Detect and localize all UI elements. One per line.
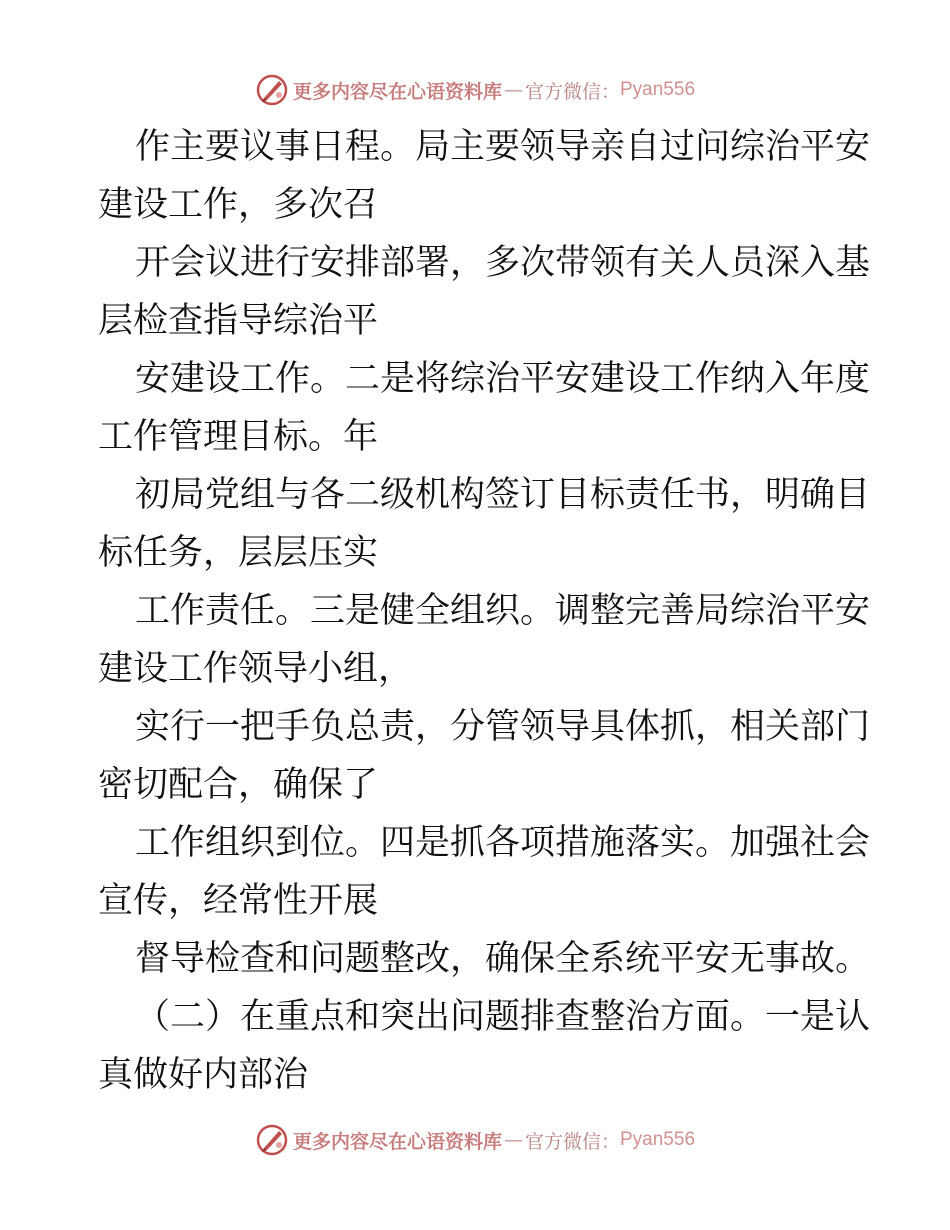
text-line: 建设工作领导小组，: [98, 649, 414, 689]
feather-pen-icon: [255, 73, 289, 107]
watermark-text: 更多内容尽在心语资料库: [292, 1130, 502, 1153]
text-line: 层检查指导综治平: [98, 301, 379, 341]
watermark-separator: —: [503, 79, 523, 101]
watermark-separator: —: [503, 1129, 523, 1151]
text-line: 初局党组与各二级机构签订目标责任书，明确目: [135, 475, 871, 515]
text-line: 真做好内部治: [98, 1055, 309, 1095]
watermark-text: 更多内容尽在心语资料库: [292, 80, 502, 103]
watermark-label: 官方微信：: [524, 80, 620, 103]
watermark-label: 官方微信：: [524, 1130, 620, 1153]
text-line: 督导检查和问题整改，确保全系统平安无事故。: [135, 939, 871, 979]
text-line: 建设工作，多次召: [98, 185, 379, 225]
document-body: [98, 118, 871, 1104]
text-line: 安建设工作。二是将综治平安建设工作纳入年度: [135, 359, 871, 399]
feather-pen-icon: [255, 1123, 289, 1157]
text-line: 工作组织到位。四是抓各项措施落实。加强社会: [135, 823, 871, 863]
text-line: 实行一把手负总责，分管领导具体抓，相关部门: [135, 707, 871, 747]
text-line: 密切配合，确保了: [98, 765, 379, 805]
watermark-id: Pyan556: [620, 79, 696, 100]
text-line: 宣传，经常性开展: [98, 881, 379, 921]
text-line: 作主要议事日程。局主要领导亲自过问综治平安: [135, 127, 871, 167]
text-line: 工作责任。三是健全组织。调整完善局综治平安: [135, 591, 871, 631]
text-line: （二）在重点和突出问题排查整治方面。一是认: [135, 997, 871, 1037]
watermark-id: Pyan556: [620, 1129, 696, 1150]
footer-watermark: [0, 1120, 950, 1160]
text-line: 开会议进行安排部署，多次带领有关人员深入基: [135, 243, 871, 283]
text-line: 工作管理目标。年: [98, 417, 379, 457]
text-line: 标任务，层层压实: [98, 533, 379, 573]
header-watermark: [0, 70, 950, 110]
